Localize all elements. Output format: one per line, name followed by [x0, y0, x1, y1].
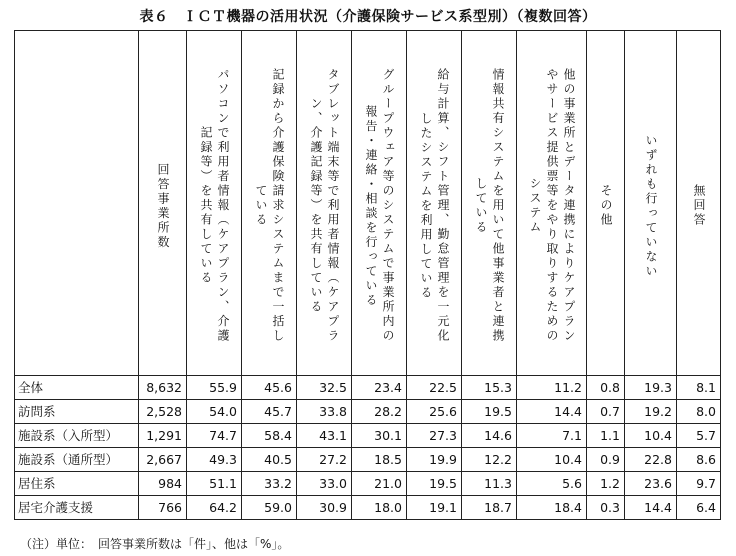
table-cell: 22.5	[407, 376, 462, 400]
column-header-3	[297, 31, 352, 376]
table-cell: 0.9	[587, 448, 625, 472]
table-cell: 7.1	[517, 424, 587, 448]
column-header-line: ている	[254, 184, 268, 228]
table-cell: 14.6	[462, 424, 517, 448]
table-cell: 40.5	[242, 448, 297, 472]
table-row	[15, 472, 721, 496]
column-header-text	[242, 31, 296, 371]
column-header-line: したシステムを利用している	[419, 111, 433, 301]
table-row	[15, 424, 721, 448]
table-cell: 18.5	[352, 448, 407, 472]
table-row	[15, 496, 721, 520]
table-cell: 19.3	[625, 376, 677, 400]
table-cell: 45.7	[242, 400, 297, 424]
table-cell: 49.3	[187, 448, 242, 472]
table-cell: 18.7	[462, 496, 517, 520]
column-header-2	[242, 31, 297, 376]
table-cell: 21.0	[352, 472, 407, 496]
column-header-9	[625, 31, 677, 376]
table-cell: 984	[139, 472, 187, 496]
column-header-line: 情報共有システムを用いて他事業者と連携	[491, 68, 505, 344]
table-cell: 33.2	[242, 472, 297, 496]
table-cell: 27.2	[297, 448, 352, 472]
table-cell: 1.2	[587, 472, 625, 496]
column-header-text	[187, 31, 241, 371]
column-header-line: 無回答	[692, 184, 706, 228]
column-header-6	[462, 31, 517, 376]
table-row	[15, 400, 721, 424]
table-title: 表６ ＩＣＴ機器の活用状況（介護保険サービス系型別）（複数回答）	[139, 9, 597, 25]
table-row	[15, 448, 721, 472]
table-cell: 14.4	[625, 496, 677, 520]
row-label: 施設系（入所型）	[15, 424, 139, 448]
table-cell: 10.4	[517, 448, 587, 472]
column-header-line: 記録から介護保険請求システムまで一括し	[271, 68, 285, 344]
column-header-10	[677, 31, 721, 376]
table-cell: 0.3	[587, 496, 625, 520]
column-header-text	[297, 31, 351, 371]
column-header-8	[587, 31, 625, 376]
table-cell: 59.0	[242, 496, 297, 520]
column-header-line: タブレット端末等で利用者情報（ケアプラ	[326, 68, 340, 344]
table-cell: 11.3	[462, 472, 517, 496]
column-header-line: ン、介護記録等）を共有している	[309, 97, 323, 315]
row-label: 全体	[15, 376, 139, 400]
table-cell: 33.0	[297, 472, 352, 496]
table-cell: 1.1	[587, 424, 625, 448]
column-header-line: 記録等）を共有している	[199, 126, 213, 286]
column-header-line: いずれも行っていない	[644, 133, 658, 279]
table-cell: 58.4	[242, 424, 297, 448]
column-header-text	[517, 31, 586, 371]
column-header-text	[139, 31, 186, 371]
corner-cell	[15, 31, 139, 376]
table-cell: 1,291	[139, 424, 187, 448]
table-cell: 11.2	[517, 376, 587, 400]
column-header-line: その他	[599, 184, 613, 228]
table-cell: 28.2	[352, 400, 407, 424]
column-header-text	[407, 31, 461, 371]
table-cell: 12.2	[462, 448, 517, 472]
table-cell: 18.0	[352, 496, 407, 520]
table-cell: 33.8	[297, 400, 352, 424]
table-cell: 54.0	[187, 400, 242, 424]
table-cell: 19.2	[625, 400, 677, 424]
column-header-line: している	[474, 177, 488, 235]
column-header-7	[517, 31, 587, 376]
table-cell: 15.3	[462, 376, 517, 400]
table-cell: 2,667	[139, 448, 187, 472]
ict-usage-table	[14, 30, 721, 520]
table-cell: 30.1	[352, 424, 407, 448]
table-cell: 19.5	[407, 472, 462, 496]
table-cell: 19.9	[407, 448, 462, 472]
column-header-line: システム	[528, 177, 542, 235]
table-cell: 64.2	[187, 496, 242, 520]
column-header-text	[352, 31, 406, 371]
unit-note: （注）単位： 回答事業所数は「件」、他は「%」。	[20, 537, 290, 551]
table-cell: 6.4	[677, 496, 721, 520]
table-cell: 0.8	[587, 376, 625, 400]
column-header-text	[625, 31, 676, 371]
table-cell: 19.5	[462, 400, 517, 424]
column-header-text	[462, 31, 516, 371]
column-header-4	[352, 31, 407, 376]
table-cell: 766	[139, 496, 187, 520]
table-cell: 27.3	[407, 424, 462, 448]
column-header-1	[187, 31, 242, 376]
table-cell: 74.7	[187, 424, 242, 448]
table-cell: 45.6	[242, 376, 297, 400]
table-cell: 25.6	[407, 400, 462, 424]
table-cell: 18.4	[517, 496, 587, 520]
row-label: 居宅介護支援	[15, 496, 139, 520]
column-header-5	[407, 31, 462, 376]
table-row	[15, 376, 721, 400]
table-body	[15, 376, 721, 520]
column-header-line: 給与計算、シフト管理、勤怠管理を一元化	[436, 68, 450, 344]
table-cell: 8.6	[677, 448, 721, 472]
row-label: 居住系	[15, 472, 139, 496]
column-header-0	[139, 31, 187, 376]
column-header-line: パソコンで利用者情報（ケアプラン、介護	[216, 68, 230, 344]
table-cell: 5.6	[517, 472, 587, 496]
table-cell: 55.9	[187, 376, 242, 400]
column-header-line: やサービス提供票等をやり取りするための	[545, 68, 559, 344]
table-cell: 22.8	[625, 448, 677, 472]
table-cell: 23.6	[625, 472, 677, 496]
header-row	[15, 31, 721, 376]
table-cell: 8.1	[677, 376, 721, 400]
table-cell: 2,528	[139, 400, 187, 424]
table-cell: 43.1	[297, 424, 352, 448]
table-cell: 23.4	[352, 376, 407, 400]
column-header-line: 他の事業所とデータ連携によりケアプラン	[562, 68, 576, 344]
column-header-line: 報告・連絡・相談を行っている	[364, 104, 378, 308]
column-header-text	[587, 31, 624, 371]
table-cell: 8,632	[139, 376, 187, 400]
table-cell: 30.9	[297, 496, 352, 520]
row-label: 訪問系	[15, 400, 139, 424]
column-header-line: グループウェア等のシステムで事業所内の	[381, 68, 395, 344]
table-cell: 32.5	[297, 376, 352, 400]
table-cell: 0.7	[587, 400, 625, 424]
table-cell: 51.1	[187, 472, 242, 496]
column-header-line: 回答事業所数	[156, 162, 170, 250]
table-cell: 19.1	[407, 496, 462, 520]
table-cell: 9.7	[677, 472, 721, 496]
row-label: 施設系（通所型）	[15, 448, 139, 472]
table-cell: 8.0	[677, 400, 721, 424]
table-cell: 14.4	[517, 400, 587, 424]
table-cell: 5.7	[677, 424, 721, 448]
table-cell: 10.4	[625, 424, 677, 448]
column-header-text	[677, 31, 720, 371]
